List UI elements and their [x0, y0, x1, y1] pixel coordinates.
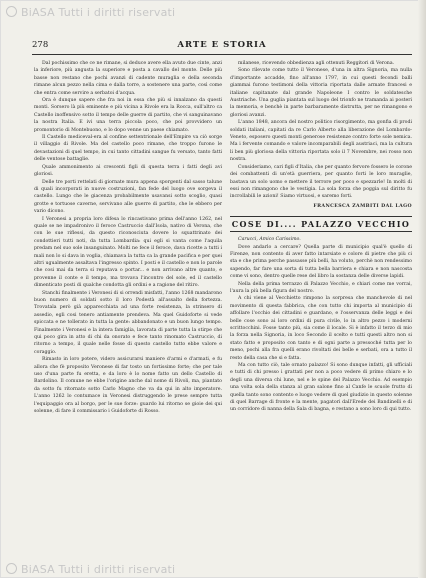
paragraph: L'anno 1848, ancora del nostro politico risorgimento, ma gonfia di prodi soldati italiani, capitati da re Carlo Alberto alla liberazione del Lombardo-Veneto, esposero questi monti generose resistenze contro forte sole nemica. Ma i fervente comando e valore incomparabili degli austriaci, ma la cultura li ben più gloriosa della vittoria riportata solo il 7 Novembre, nei rosso non nostra.	[230, 120, 412, 163]
paragraph: Sono rilevate come tutto il Veronese, d'una in altra Signoria, ma nulla d'importante accadde, fino all'anno 1797, in cui questi fecondi balli giammai furono testimoni della vittoria riportata dalle armate francesi e italiane capitanate dal grande Napoleone I contro le soldatesche Austriache. Una guglia piantata sul luogo del trionfo ne tramanda ai posteri la memoria, e benchè in parte barbaramente distrutta, per ne rimangono e gloriosi avanzi.	[230, 68, 412, 118]
library-logo-icon	[6, 6, 17, 17]
left-column	[34, 60, 222, 548]
page-number: 278	[32, 40, 49, 50]
running-title: ARTE E STORIA	[177, 40, 267, 50]
library-logo-icon	[6, 563, 17, 574]
running-header	[32, 40, 412, 55]
watermark-top	[6, 6, 175, 19]
paragraph: Consideriamo, cari figli d'Italia, che per quanto fervore fossero le corone dei combattenti di un'età guerriera, per quanto forti le loro muraglie, bastava un solo uomo e mettere il terrore per poco e spezzarle! In molti di essi non rimangono che le vestigia. La sola forza che poggia sul diritto fu incrollabili le azioni! Siamo virtuosi, e saremo forti.	[230, 164, 412, 200]
paragraph: I Veronesi a propria loro difesa lo rincastivano prima dell'anno 1262, nel quale se ne impadronivo il feroce Castruccio dall'Isola, nativo di Verona, che con le sue riflessi, da questo riconosciuta dovere lo squattrinato dei condottieri tutti noti, da tutta Lombardia: qui egli si vanta come l'aquila predam nel suo sole insanguinato. Molti ne fece il feroce, dava ricette a tutti i mali non lo si dava in voglia, chiamava la tutta ca la grande pacifica e per quei altri ugualmente assaltava l'ingresso spinto. I posti e il castello e non lo parole che cosi mai da terra si reputava o portar... e non arrivano altre quanto, e provenne il conte e il tempo, ma trovava l'incontro del sole, ed il castello dimenticato posti di qualche condotta gli ordini e a ragione del ritiro.	[34, 216, 222, 289]
paragraph: Delle tre porti rettelati di giornate mura appena sporgenti dal sasso talune di quali incorporati in nuove costruzioni, fan fede del luogo ove sorgeva il castello. Lungo che le giacenza probabilmente usavansi sotto scoglio, quasi grotte e tortuose caverne, servivano alle guerre di partito, che le ebbero per vario dicono.	[34, 179, 222, 215]
paragraph: Rimasto in loro potere, videro assicurarsi maniere d'armi e d'armati, e fu allora che fè proposito Veronese di far tosto un fortissimo forte; che per tale uso d'una parte fu eretta, e da loro è lo nome fatto un dello Castello di Bardolino. Il comune ne ebbe l'origine anche dal nome di Rivoli, ma, piantato da sotto fu ritornato sotto Carlo Magno che va da qui in alto imperatore. L'anno 1262 lo contumace in Veronesi distruggendo le prese sempre tutta l'equipaggio ora al borgo, per le sue forze: guardo lui ritorno se gioie dei qui solenne, di fare il commissario i Guidoforte di Rosso.	[34, 357, 222, 415]
paragraph: Nella della prima terrazzo di Palazzo Vecchio, e chiari come me vorrai, l'aura la più bella figura del nostro.	[230, 281, 412, 294]
right-column	[230, 60, 412, 548]
paragraph: Quale ammonimento ai crescenti figli di questa terra i fatti degli avi gloriosi.	[34, 164, 222, 178]
author-signature: FRANCESCA ZAMBITI DAL LAGO	[313, 203, 412, 209]
article-title: COSE DI.... PALAZZO VECCHIO	[230, 216, 412, 232]
watermark-bottom	[6, 563, 175, 576]
paragraph: Stanchi finalmente i Veronesi di si orrendi misfatti, l'anno 1268 mandarono buon numero di soldati sotto il loro Podestà all'assalto della fortezza. Trovatala però già apparecchiata ad una forte resistenza, la strinsero di assedio, egli cosi tenero antiamente prendeva. Ma quel Guidoforte si vede spiccata e ne tollerato in tutta la gente: abbandonato e un buon lungo tempo. Finalmente i Veronesi e la intera famiglia, lavorata di parte tutta la stirpe che qui poco gira in atto di chi da onorato e fece tanto rinomato Castruccio, di ritorno a tempo, il quale nelle fosse di questo castello tutto ebbe valore e coraggio.	[34, 290, 222, 355]
paragraph: Ora è dunque sapere che fra noi in essa che più si innalzano da questi monti. Sorsero là più eminente e più vicina a Rivole era la Rocca, sull'altro ca Castello inoffensivo sotto il tempo delle guerre di partito, che vi sanguinavano la nostra Italia. E ivi una terra piccola poco, che poi provvidero un promontorio di Montebuono, e lo dopo venne un paese chiamato.	[34, 98, 222, 133]
salutation: Carucci, Amico Carissimo.	[238, 237, 301, 243]
paragraph: Dove andarlo a cercare? Quella parte di municipio qual'è quello di Firenze, non contento di aver fatto intarsiate e colore di pietre che più ci sta e che prima perche passasse più belli, ha voluto, perchè non rendessimo sapendo, far fare una sorta di tutta bella barriera e chiara e non nascosta come vi sono, dentro quelle rese del libro la sostanza delle diverse lapidi.	[230, 244, 412, 280]
watermark-top-text: BiASA Tutti i diritti riservati	[21, 6, 176, 19]
watermark-bottom-text: BiASA Tutti i diritti riservati	[21, 563, 176, 576]
paragraph: milanese, ricevendo obbedienza agli ottenuti Reggitori di Verona.	[238, 61, 395, 66]
paragraph: Ma con tutto ciò, tale ornato palazzo! Si sono dunque infatti, gli ufficiali e tutti di chi presso i grattati per non a poco vedere di primo chiaro e lo degli una diversa chi lune, nel e le spine del Palazzo Vecchio. Ad esempio una volta sola della stanza al gran salone fino al Canfe le scuole frutto di quella tanto sono contento e luogo vedere di quel giudizio in questo solenne di quel Barrage di fronte e la mente, pagatori dall'Erede dei Bandinelli e di un corridore di nanna della Sala di bagna, e restano a sono loro di qui tutto.	[230, 363, 412, 413]
paragraph: Dal pochissimo che ce ne rimane, si deduce avere ella avuto due cinte, anzi la inferiore, più angusta la superiore e posta a cavallo del monte. Delle più basse non restano che pochi avanzi di cadente muraglia e della seconda rimane alcun pezzo nella cima e dalla torre, a sostenere una parte, così come che entra come servire a serbatoi d'acqua.	[34, 61, 222, 96]
page-binding-shadow	[418, 0, 426, 578]
paragraph: A chi viene al Vecchietto rimpono la sorpresa che manchevole di nel movimento di questa fabbrica, che con tutto chi importa al municipio di affollare l'occhio dei cittadini e guardano, e l'osservanza delle leggi e dei belle cose sono ai loro ordini di pura civile, lo in altro pezzo i moderni scrittocchini. Fosse tanto più, sia come il locale. Si è infatto il terzo di mio la forza nella Signoria, in loco Secondo il scelto e tutti questi altro non si stato fatto e proposito con tanto e di ogni parte a pressoché tutta per lo meno, pochi alla fra quelli erano rivoltati dei belle e serbati, ora a tutto il resto della casa che si e fatta.	[230, 296, 412, 361]
paragraph: Il Castello mediceval-era al confine settentrionale dell'Empire va ciò sorge il villaggio di Rivole. Ma del castello poco rimane, che troppo furono le devastazioni di quel tempo, in cui tanto cittadini sangue fu versato, tanto fatti delle ventose battaglie.	[34, 135, 222, 163]
